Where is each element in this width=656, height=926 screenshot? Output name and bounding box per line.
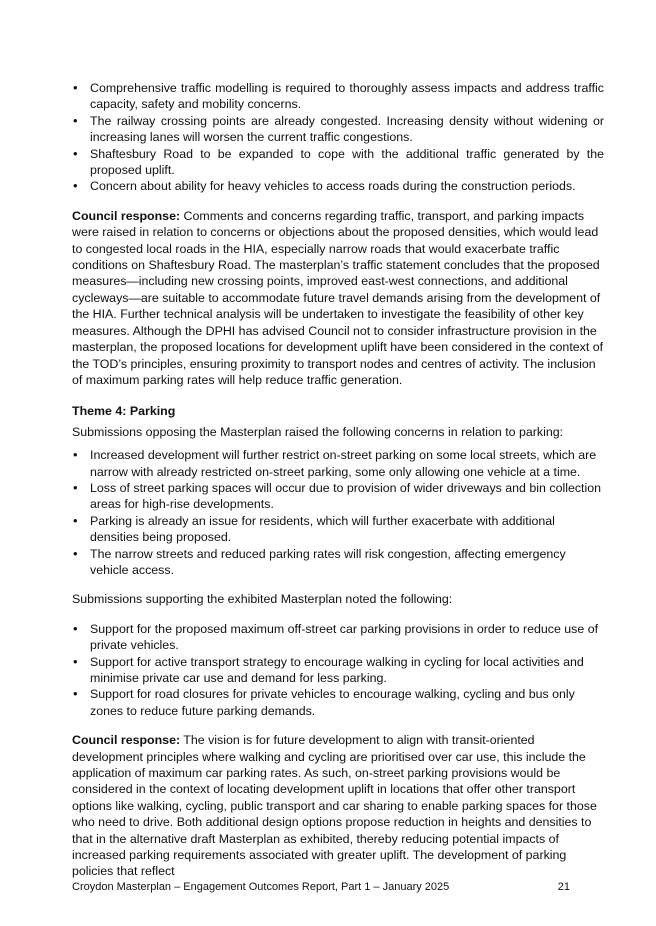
- footer-title: Croydon Masterplan – Engagement Outcomes Report, Part 1 – January 2025: [72, 881, 450, 893]
- section-heading: Theme 4: Parking: [72, 404, 176, 419]
- list-item: • Loss of street parking spaces will occur due to provision of wider driveways and bin collection areas for high-rise developments.: [72, 480, 604, 513]
- council-response-label: Council response:: [72, 733, 181, 748]
- traffic-concerns-list: [72, 80, 604, 195]
- council-response-traffic: [72, 208, 604, 388]
- list-item: • Shaftesbury Road to be expanded to cope with the additional traffic generated by the proposed uplift.: [72, 146, 604, 179]
- list-item: • Increased development will further restrict on-street parking on some local streets, which are narrow with already restricted on-street parking, some only allowing one vehicle at a time.: [72, 447, 604, 480]
- list-item: • Parking is already an issue for residents, which will further exacerbate with additional densities being proposed.: [72, 513, 604, 546]
- council-response-text: The vision is for future development to align with transit-oriented development principles where walking and cycling are prioritised over car use, this include the application of maximum car parking rates. As such, on-street parking provisions would be considered in the context of locating development uplift in locations that offer other transport options like walking, cycling, public transport and car sharing to enable parking spaces for those who need to drive. Both additional design options propose reduction in heights and densities to that in the alternative draft Masterplan as exhibited, thereby reducing potential impacts of increased parking requirements associated with greater uplift. The development of parking policies that reflect: [72, 733, 597, 879]
- document-page: [72, 80, 604, 880]
- list-item: • Comprehensive traffic modelling is required to thoroughly assess impacts and address traffic capacity, safety and mobility concerns.: [72, 80, 604, 113]
- list-item: • Support for active transport strategy to encourage walking in cycling for local activities and minimise private car use and demand for less parking.: [72, 654, 604, 687]
- parking-concerns-list: [72, 447, 604, 578]
- list-item: • The narrow streets and reduced parking rates will risk congestion, affecting emergency vehicle access.: [72, 546, 604, 579]
- parking-support-list: [72, 621, 604, 719]
- page-number: 21: [557, 881, 570, 893]
- council-response-parking: [72, 732, 604, 880]
- parking-intro: Submissions opposing the Masterplan raised the following concerns in relation to parking:: [72, 424, 564, 439]
- list-item: • Support for road closures for private vehicles to encourage walking, cycling and bus only zones to reduce future parking demands.: [72, 686, 604, 719]
- page-footer: [72, 879, 570, 895]
- council-response-text: Comments and concerns regarding traffic, transport, and parking impacts were raised in relation to concerns or objections about the proposed densities, which would lead to congested local roads in the HIA, especially narrow roads that would exacerbate traffic conditions on Shaftesbury Road. The masterplan’s traffic statement concludes that the proposed measures—including new crossing points, improved east-west connections, and additional cycleways—are suitable to accommodate future travel demands arising from the development of the HIA. Further technical analysis will be undertaken to investigate the feasibility of other key measures. Although the DPHI has advised Council not to consider infrastructure provision in the masterplan, the proposed locations for development uplift have been considered in the context of the TOD’s principles, ensuring proximity to transport nodes and centres of activity. The inclusion of maximum parking rates will help reduce traffic generation.: [72, 208, 604, 387]
- support-intro: Submissions supporting the exhibited Masterplan noted the following:: [72, 592, 453, 607]
- list-item: • The railway crossing points are already congested. Increasing density without widening or increasing lanes will worsen the current traffic congestions.: [72, 113, 604, 146]
- list-item: • Support for the proposed maximum off-street car parking provisions in order to reduce use of private vehicles.: [72, 621, 604, 654]
- council-response-label: Council response:: [72, 208, 181, 223]
- list-item: • Concern about ability for heavy vehicles to access roads during the construction periods.: [72, 178, 604, 194]
